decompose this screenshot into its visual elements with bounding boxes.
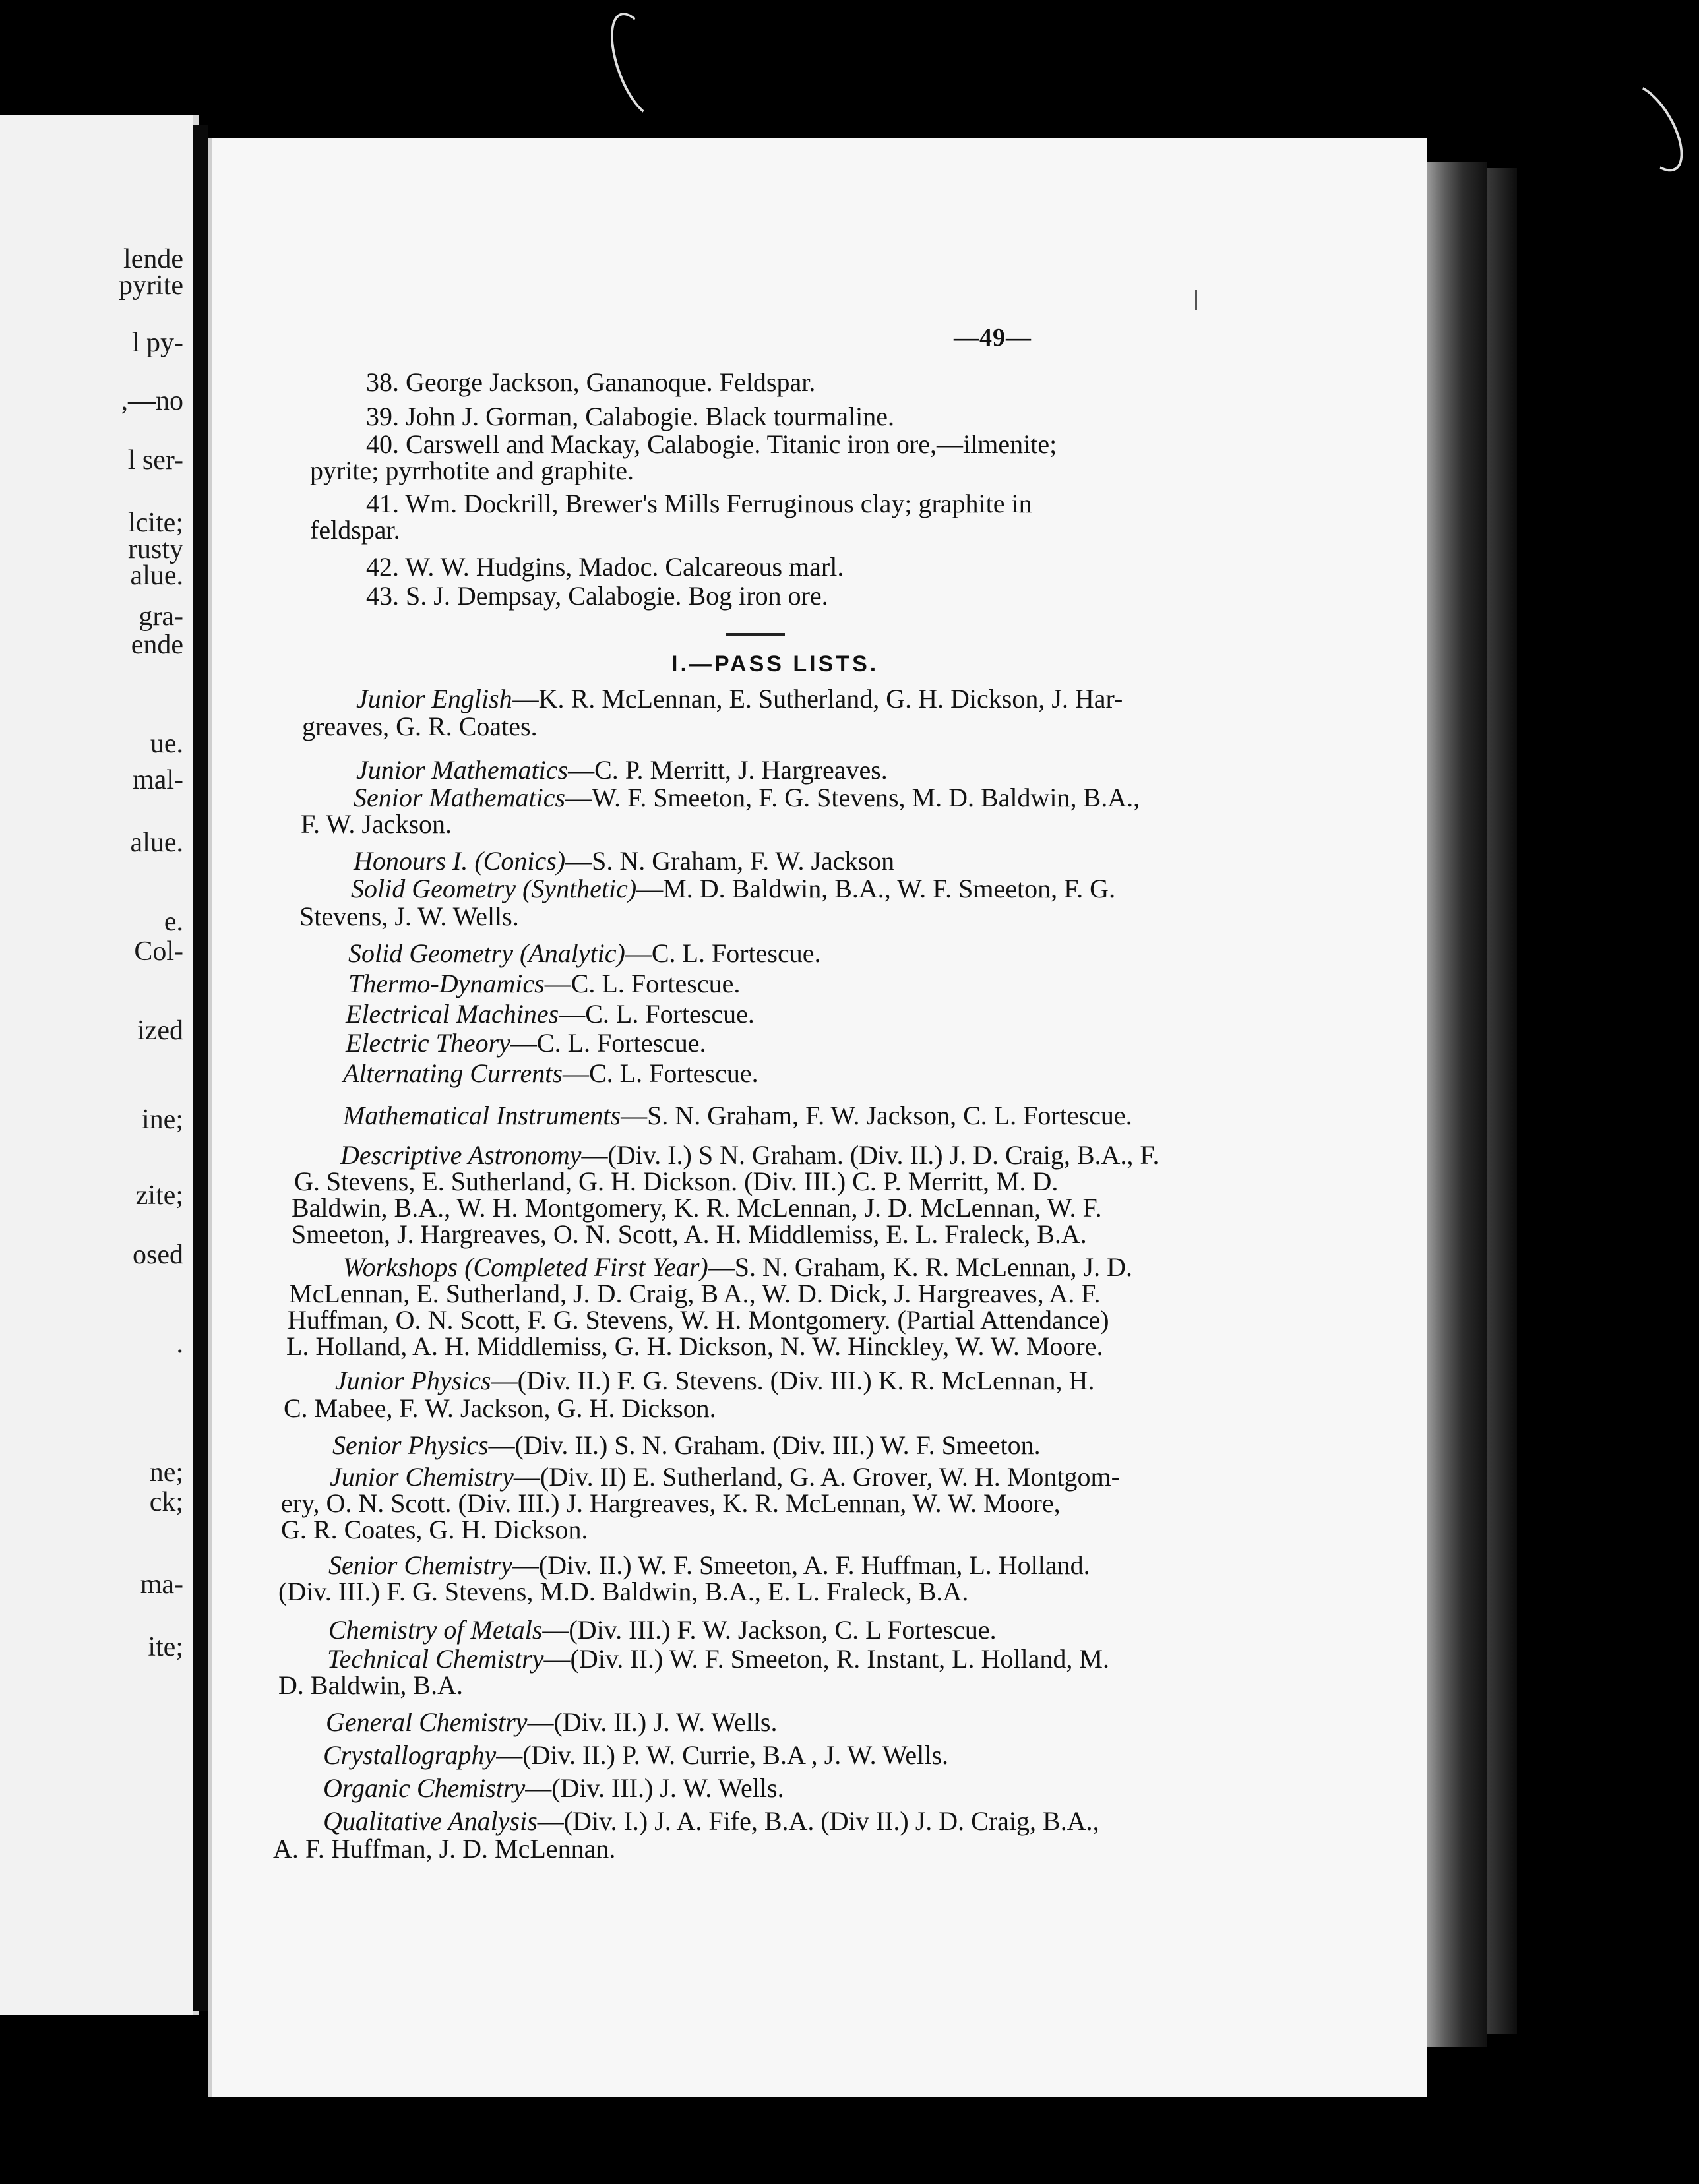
pass-list-entry-continuation: Smeeton, J. Hargreaves, O. N. Scott, A. H. Middlemiss, E. L. Fraleck, B.A.	[292, 1219, 1087, 1249]
pass-list-entry-continuation: C. Mabee, F. W. Jackson, G. H. Dickson.	[284, 1393, 716, 1423]
pass-list-entry	[354, 783, 1140, 812]
left-page-text-fragment: pyrite	[119, 270, 183, 301]
pencil-mark	[1195, 290, 1197, 310]
book-gutter	[193, 125, 208, 2011]
subject-label: Junior Chemistry	[330, 1462, 514, 1492]
pass-list-entry	[328, 1551, 1090, 1580]
pass-list-entry-continuation: Stevens, J. W. Wells.	[299, 901, 519, 931]
subject-names: —C. L. Fortescue.	[510, 1028, 706, 1058]
pass-list-entry	[323, 1807, 1099, 1836]
left-page-text-fragment: ue.	[150, 729, 183, 759]
pass-list-entry	[348, 939, 821, 968]
left-page-text-fragment: ende	[131, 630, 183, 660]
subject-label: General Chemistry	[326, 1707, 528, 1737]
pass-list-entry	[330, 1463, 1120, 1492]
pass-list-entry-continuation: Huffman, O. N. Scott, F. G. Stevens, W. H. Montgomery. (Partial Attendance)	[288, 1305, 1109, 1335]
left-page-text-fragment: lcite;	[128, 508, 183, 538]
pass-list-entry	[354, 847, 894, 876]
subject-names: —S. N. Graham, F. W. Jackson	[565, 846, 895, 876]
specimen-entry: 42. W. W. Hudgins, Madoc. Calcareous marl.	[366, 552, 844, 582]
pass-list-entry-continuation: (Div. III.) F. G. Stevens, M.D. Baldwin, B.A., E. L. Fraleck, B.A.	[278, 1577, 969, 1606]
subject-names: —C. L. Fortescue.	[625, 938, 821, 968]
left-page-text-fragment: gra-	[139, 601, 183, 632]
subject-label: Junior Physics	[335, 1366, 491, 1395]
pass-list-entry	[323, 1774, 784, 1803]
left-page-text-fragment: osed	[133, 1240, 183, 1270]
pass-list-entry	[335, 1366, 1094, 1395]
pass-list-entry-continuation: Baldwin, B.A., W. H. Montgomery, K. R. McLennan, J. D. McLennan, W. F.	[292, 1193, 1102, 1223]
subject-label: Electric Theory	[346, 1028, 510, 1058]
pass-list-entry	[356, 756, 888, 785]
specimen-entry: 40. Carswell and Mackay, Calabogie. Titanic iron ore,—ilmenite;	[366, 429, 1057, 459]
subject-label: Solid Geometry (Analytic)	[348, 938, 625, 968]
pass-list-entry	[351, 874, 1115, 903]
subject-names: —C. L. Fortescue.	[559, 999, 755, 1029]
left-page-text-fragment: l py-	[131, 328, 183, 358]
pass-list-entry-continuation: McLennan, E. Sutherland, J. D. Craig, B A., W. D. Dick, J. Hargreaves, A. F.	[289, 1279, 1101, 1308]
subject-label: Mathematical Instruments	[343, 1101, 621, 1130]
subject-names: —C. L. Fortescue.	[562, 1058, 758, 1088]
pass-list-entry	[327, 1645, 1109, 1674]
subject-label: Honours I. (Conics)	[354, 846, 566, 876]
page-edge	[1427, 162, 1487, 2048]
subject-label: Technical Chemistry	[327, 1644, 544, 1674]
left-page-text-fragment: ne;	[149, 1457, 183, 1488]
subject-names: —(Div. II.) S. N. Graham. (Div. III.) W. F. Smeeton.	[488, 1430, 1041, 1460]
subject-label: Senior Chemistry	[328, 1550, 512, 1580]
left-facing-page	[0, 115, 199, 2015]
subject-names: —C. L. Fortescue.	[544, 969, 741, 998]
section-heading: I.—PASS LISTS.	[671, 652, 879, 677]
subject-names: —(Div. III.) F. W. Jackson, C. L Fortescue.	[542, 1615, 997, 1645]
subject-label: Senior Physics	[332, 1430, 489, 1460]
subject-names: —(Div. II.) W. F. Smeeton, R. Instant, L. Holland, M.	[543, 1644, 1109, 1674]
subject-label: Qualitative Analysis	[323, 1806, 538, 1836]
main-page	[208, 138, 1427, 2097]
pass-list-entry	[343, 1253, 1132, 1282]
pass-list-entry-continuation: G. Stevens, E. Sutherland, G. H. Dickson. (Div. III.) C. P. Merritt, M. D.	[294, 1167, 1059, 1196]
left-page-text-fragment: .	[176, 1329, 183, 1359]
left-page-text-fragment: ck;	[149, 1487, 183, 1517]
subject-label: Chemistry of Metals	[328, 1615, 543, 1645]
pass-list-entry-continuation: ery, O. N. Scott. (Div. III.) J. Hargreaves, K. R. McLennan, W. W. Moore,	[281, 1488, 1061, 1518]
left-page-text-fragment: rusty	[128, 534, 183, 564]
subject-names: —W. F. Smeeton, F. G. Stevens, M. D. Baldwin, B.A.,	[565, 783, 1140, 812]
subject-names: —M. D. Baldwin, B.A., W. F. Smeeton, F. G.	[636, 874, 1116, 903]
left-page-text-fragment: ma-	[140, 1569, 183, 1600]
pass-list-entry	[323, 1741, 948, 1770]
subject-label: Workshops (Completed First Year)	[343, 1252, 708, 1282]
pass-list-entry-continuation: G. R. Coates, G. H. Dickson.	[281, 1515, 588, 1544]
book-cover-edge	[1487, 168, 1517, 2034]
pass-list-entry	[340, 1141, 1159, 1170]
subject-names: —(Div. II) E. Sutherland, G. A. Grover, W. H. Montgom-	[513, 1462, 1120, 1492]
left-page-text-fragment: ,—no	[121, 386, 183, 416]
subject-label: Descriptive Astronomy	[340, 1140, 582, 1170]
pass-list-entry-continuation: A. F. Huffman, J. D. McLennan.	[273, 1834, 616, 1864]
subject-names: —(Div. III.) J. W. Wells.	[525, 1773, 784, 1803]
pass-list-entry	[346, 1000, 755, 1029]
subject-names: —(Div. II.) P. W. Currie, B.A , J. W. Wells.	[496, 1740, 948, 1770]
pass-list-entry	[356, 684, 1123, 713]
left-page-text-fragment: alue.	[130, 561, 183, 591]
pass-list-entry-continuation: L. Holland, A. H. Middlemiss, G. H. Dickson, N. W. Hinckley, W. W. Moore.	[286, 1331, 1103, 1361]
pass-list-entry-continuation: greaves, G. R. Coates.	[302, 712, 538, 741]
pass-list-entry	[328, 1616, 997, 1645]
specimen-entry: 39. John J. Gorman, Calabogie. Black tourmaline.	[366, 402, 894, 431]
page-number: —49—	[954, 324, 1032, 351]
subject-names: —C. P. Merritt, J. Hargreaves.	[568, 755, 888, 785]
left-page-text-fragment: alue.	[130, 828, 183, 858]
subject-label: Solid Geometry (Synthetic)	[351, 874, 637, 903]
pass-list-entry-continuation: F. W. Jackson.	[301, 809, 452, 839]
subject-names: —K. R. McLennan, E. Sutherland, G. H. Dickson, J. Har-	[512, 684, 1123, 713]
left-page-text-fragment: zite;	[135, 1180, 183, 1211]
subject-names: —(Div. I.) S N. Graham. (Div. II.) J. D. Craig, B.A., F.	[581, 1140, 1159, 1170]
specimen-entry: 43. S. J. Dempsay, Calabogie. Bog iron ore.	[366, 581, 828, 611]
subject-label: Junior Mathematics	[356, 755, 569, 785]
left-page-text-fragment: lende	[123, 244, 183, 274]
subject-label: Junior English	[356, 684, 512, 713]
left-page-text-fragment: l ser-	[127, 445, 183, 475]
subject-names: —(Div. II.) J. W. Wells.	[527, 1707, 778, 1737]
pass-list-entry	[346, 1029, 706, 1058]
subject-label: Senior Mathematics	[354, 783, 566, 812]
pass-list-entry	[343, 1101, 1132, 1130]
subject-label: Organic Chemistry	[323, 1773, 526, 1803]
subject-label: Crystallography	[323, 1740, 497, 1770]
subject-names: —S. N. Graham, F. W. Jackson, C. L. Fortescue.	[621, 1101, 1132, 1130]
pass-list-entry-continuation: D. Baldwin, B.A.	[278, 1670, 463, 1700]
section-rule	[726, 633, 785, 636]
left-page-text-fragment: mal-	[133, 765, 183, 795]
subject-label: Thermo-Dynamics	[348, 969, 545, 998]
specimen-entry: 41. Wm. Dockrill, Brewer's Mills Ferruginous clay; graphite in	[366, 489, 1032, 518]
specimen-entry: 38. George Jackson, Gananoque. Feldspar.	[366, 367, 816, 397]
left-page-text-fragment: ized	[137, 1016, 183, 1046]
pass-list-entry	[343, 1059, 758, 1088]
pass-list-entry	[348, 969, 740, 998]
subject-names: —(Div. II.) F. G. Stevens. (Div. III.) K. R. McLennan, H.	[491, 1366, 1095, 1395]
left-page-text-fragment: Col-	[134, 936, 183, 967]
pass-list-entry	[332, 1431, 1041, 1460]
subject-names: —(Div. I.) J. A. Fife, B.A. (Div II.) J. D. Craig, B.A.,	[537, 1806, 1099, 1836]
specimen-entry-continuation: pyrite; pyrrhotite and graphite.	[310, 456, 634, 485]
left-page-text-fragment: e.	[164, 907, 183, 937]
specimen-entry-continuation: feldspar.	[310, 515, 400, 545]
left-page-text-fragment: ine;	[142, 1105, 183, 1135]
subject-label: Electrical Machines	[346, 999, 559, 1029]
subject-names: —(Div. II.) W. F. Smeeton, A. F. Huffman, L. Holland.	[512, 1550, 1090, 1580]
subject-names: —S. N. Graham, K. R. McLennan, J. D.	[708, 1252, 1132, 1282]
subject-label: Alternating Currents	[343, 1058, 563, 1088]
pass-list-entry	[326, 1708, 778, 1737]
left-page-text-fragment: ite;	[148, 1632, 183, 1662]
